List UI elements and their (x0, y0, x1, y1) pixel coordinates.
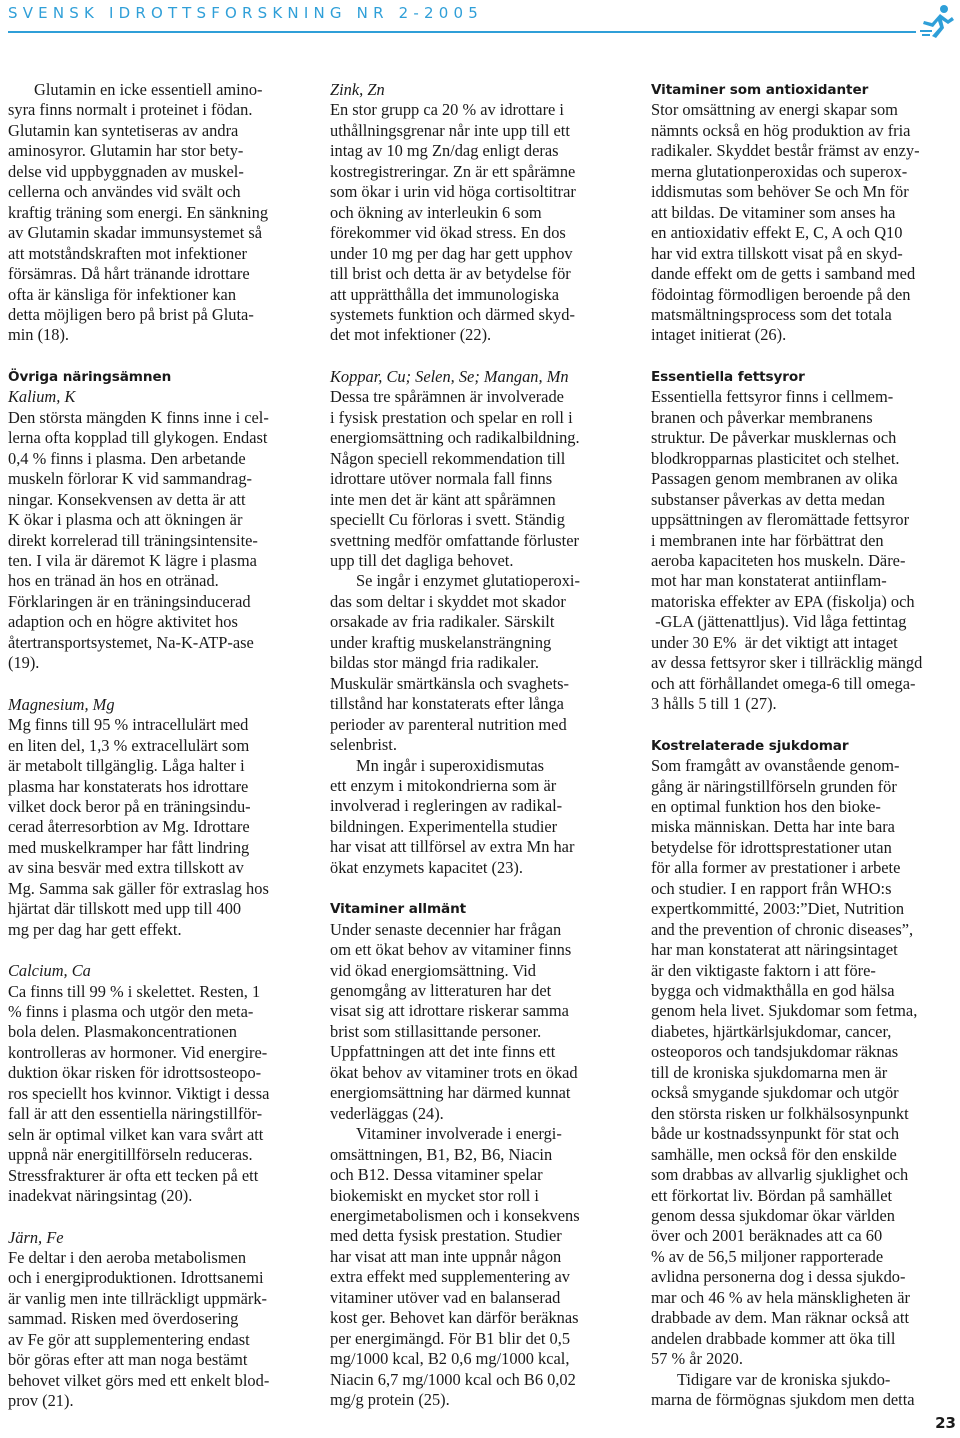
text-line: bola delen. Plasmakoncentrationen (8, 1022, 237, 1042)
text-line: systemets funktion och därmed skyd- (330, 304, 575, 324)
text-line: försämras. Då hårt tränande idrottare (8, 264, 250, 284)
text-line: för alla former av prestationer i arbete (651, 858, 901, 878)
text-line: och B12. Dessa vitaminer spelar (330, 1165, 543, 1185)
text-line: % finns i plasma och utgör den meta- (8, 1002, 254, 1022)
text-line: över och 2001 beräknades att ca 60 (651, 1226, 883, 1246)
text-line: har visat att tillförsel av extra Mn har (330, 837, 575, 857)
text-line: lerna ofta kopplad till glykogen. Endast (8, 428, 268, 448)
text-line: energiomsättning har därmed kunnat (330, 1083, 571, 1103)
text-line: och studier. I en rapport från WHO:s (651, 878, 892, 898)
text-line: speciellt Cu förloras i svett. Ständig (330, 510, 565, 530)
zink-paragraph (330, 100, 623, 345)
text-line: detta möjligen bero på brist på Gluta- (8, 304, 254, 324)
text-line: 57 % år 2020. (651, 1349, 743, 1369)
subheading-calcium: Calcium, Ca (8, 961, 91, 981)
text-line: sammad. Risken med överdosering (8, 1309, 239, 1329)
text-line: Som framgått av ovanstående genom- (651, 756, 900, 776)
kostrelaterade-paragraph-2 (651, 1370, 954, 1411)
text-line: ten. I vila är däremot K lägre i plasma (8, 550, 257, 570)
text-line: en optimal funktion hos den bioke- (651, 796, 881, 816)
journal-title: SVENSK IDROTTSFORSKNING NR 2-2005 (8, 4, 484, 22)
text-line: om ett ökat behov av vitaminer finns (330, 940, 572, 960)
text-line: som drabbas av allvarlig sjuklighet och (651, 1165, 909, 1185)
text-line: både ur kostnadssynpunkt för stat och (651, 1124, 900, 1144)
spacer (330, 346, 623, 367)
text-line: under 30 E% är det viktigt att intaget (651, 632, 898, 652)
header-rule (8, 31, 916, 33)
text-line: selenbrist. (330, 735, 397, 755)
text-line: omsättningen, B1, B2, B6, Niacin (330, 1144, 553, 1164)
text-line: betydelse för idrottsprestationer utan (651, 837, 892, 857)
text-line: Någon speciell rekommendation till (330, 448, 566, 468)
text-line: vitaminer utöver vad en balanserad (330, 1287, 561, 1307)
subheading-koppar: Koppar, Cu; Selen, Se; Mangan, Mn (330, 366, 569, 386)
text-line: är vanlig men inte tillräckligt uppmärk- (8, 1288, 267, 1308)
text-line: i fysisk prestation och spelar en roll i (330, 407, 573, 427)
text-line: en liten del, 1,3 % extracellulärt som (8, 735, 250, 755)
text-line: gång är näringstillförseln grunden för (651, 776, 897, 796)
heading-ovriga: Övriga näringsämnen (8, 368, 172, 385)
text-line: muskeln förlorar K vid sammandrag- (8, 469, 252, 489)
text-line: adaption och en högre aktivitet hos (8, 612, 238, 632)
glutamin-paragraph (8, 80, 301, 346)
text-line: har vid extra tillskott visat på en skyd- (651, 243, 903, 263)
column-3 (651, 80, 954, 1411)
text-line: mg per dag har gett effekt. (8, 919, 182, 939)
spacer (651, 346, 954, 367)
text-line: involverad i regleringen av radikal- (330, 796, 563, 816)
text-line: dande effekt om de getts i samband med (651, 264, 916, 284)
text-line: mar och 46 % av hela mänskligheten är (651, 1287, 910, 1307)
text-line: miska människan. Detta har inte bara (651, 817, 895, 837)
text-line: inte men det är känt att spårämnen (330, 489, 556, 509)
text-line: -GLA (jättenattljus). Vid låga fettintag (651, 612, 907, 632)
text-line: ökat enzymets kapacitet (23). (330, 857, 523, 877)
text-line: tillstånd har konstaterats efter långa (330, 694, 564, 714)
subheading-magnesium: Magnesium, Mg (8, 694, 115, 714)
text-line: branen och påverkar membranens (651, 407, 873, 427)
text-line: andelen drabbade kommer att öka till (651, 1328, 896, 1348)
fettsyror-paragraph (651, 387, 954, 714)
text-line: också smygande sjukdomar och utgör (651, 1083, 899, 1103)
text-line: genomgång av litteraturen har det (330, 981, 552, 1001)
text-line: till brist och detta är av betydelse för (330, 264, 571, 284)
text-line: ökat behov av vitaminer trots en ökad (330, 1062, 578, 1082)
text-line: av Glutamin skadar immunsystemet så (8, 223, 263, 243)
text-line: vilket dock beror på en träningsindu- (8, 796, 251, 816)
text-line: syra finns normalt i proteinet i födan. (8, 100, 253, 120)
text-line: uppnå när energitillförseln reduceras. (8, 1145, 253, 1165)
text-line: 3 hålls 5 till 1 (27). (651, 694, 777, 714)
spacer (8, 674, 301, 695)
antioxidanter-paragraph (651, 100, 954, 345)
text-line: ros speciellt hos kvinnor. Viktigt i dessa (8, 1083, 270, 1103)
text-line: har visat att man inte uppnår någon (330, 1246, 562, 1266)
text-line: genom dessa sjukdomar ökar världen (651, 1206, 895, 1226)
text-line: marna de förmögnas sjukdom men detta (651, 1390, 915, 1410)
text-line: Ca finns till 99 % i skelettet. Resten, 1 (8, 981, 261, 1001)
text-line: Essentiella fettsyror finns i cellmem- (651, 387, 894, 407)
text-line: Mg finns till 95 % intracellulärt med (8, 715, 249, 735)
subheading-kalium: Kalium, K (8, 387, 76, 407)
text-line: som ökar i urin vid höga cortisoltitrar (330, 182, 576, 202)
text-line: aeroba kapaciteten hos muskeln. Däre- (651, 550, 906, 570)
spacer (651, 715, 954, 736)
text-line: seln är optimal vilket kan vara svårt att (8, 1124, 264, 1144)
text-line: är metabolt tillgänglig. Låga halter i (8, 756, 245, 776)
text-line: Muskulär smärtkänsla och svaghets- (330, 673, 569, 693)
text-line: det mot infektioner (22). (330, 325, 492, 345)
text-line: under 10 mg per dag har gett upphov (330, 243, 573, 263)
text-line: perioder av parenteral nutrition med (330, 714, 567, 734)
text-line: (19). (8, 653, 40, 673)
text-line: att motståndskraften mot infektioner (8, 243, 247, 263)
text-line: Den största mängden K finns inne i cel- (8, 407, 269, 427)
text-line: i membranen inte har förbättrat den (651, 530, 884, 550)
runner-logo-icon (918, 3, 958, 39)
text-line: diabetes, hjärtkärlsjukdomar, cancer, (651, 1021, 892, 1041)
vitaminer-paragraph-2 (330, 1124, 623, 1410)
text-line: duktion ökar risken för idrottsosteopo- (8, 1063, 262, 1083)
text-line: expertkommitté, 2003:”Diet, Nutrition (651, 899, 905, 919)
text-line: Stor omsättning av energi skapar som (651, 100, 898, 120)
text-line: till de kroniska sjukdomarna men är (651, 1062, 888, 1082)
text-line: direkt korrelerad till träningsintensite- (8, 530, 258, 550)
page-number: 23 (935, 1414, 956, 1432)
text-line: Se ingår i enzymet glutatioperoxi- (356, 571, 580, 591)
text-line: En stor grupp ca 20 % av idrottare i (330, 100, 564, 120)
text-line: % av de 56,5 miljoner rapporterade (651, 1246, 884, 1266)
text-line: Dessa tre spårämnen är involverade (330, 387, 564, 407)
text-line: mg/1000 kcal, B2 0,6 mg/1000 kcal, (330, 1349, 570, 1369)
text-line: Förklaringen är en träningsinducerad (8, 591, 251, 611)
text-line: matsmältningsprocess som det totala (651, 304, 892, 324)
text-line: matoriska effekter av EPA (fiskolja) och (651, 591, 915, 611)
text-line: upp till det dagliga behovet. (330, 550, 514, 570)
kalium-paragraph (8, 408, 301, 674)
column-1 (8, 80, 301, 1412)
text-line: genom hela livet. Sjukdomar som fetma, (651, 1001, 918, 1021)
jarn-paragraph (8, 1248, 301, 1412)
text-line: svettning medför omfattande förluster (330, 530, 579, 550)
text-line: struktur. De påverkar musklernas och (651, 428, 897, 448)
text-line: mg/g protein (25). (330, 1390, 450, 1410)
text-line: behovet vilket görs med ett enkelt blod- (8, 1370, 270, 1390)
text-line: osteoporos och tandsjukdomar räknas (651, 1042, 899, 1062)
text-line: återtransportsystemet, Na-K-ATP-ase (8, 632, 254, 652)
column-2 (330, 80, 623, 1411)
spacer (330, 878, 623, 899)
text-line: med muskelkramper har fått lindring (8, 837, 250, 857)
text-line: och i energiproduktionen. Idrottsanemi (8, 1268, 264, 1288)
text-line: drabbade av dem. Man räknar också att (651, 1308, 910, 1328)
text-line: brist som stillasittande personer. (330, 1021, 542, 1041)
text-line: substanser påverkas av detta medan (651, 489, 885, 509)
text-line: cerad återresorbtion av Mg. Idrottare (8, 817, 250, 837)
text-line: mot har man konstaterat antiinflam- (651, 571, 887, 591)
text-line: uppsättningen av fleromättade fettsyror (651, 510, 910, 530)
text-line: das som deltar i skyddet mot skador (330, 591, 566, 611)
spacer (8, 1207, 301, 1228)
text-line: biokemiskt en mycket stor roll i (330, 1185, 539, 1205)
text-line: avlidna personerna dog i dessa sjukdo- (651, 1267, 906, 1287)
text-line: ett enzym i mitokondrierna som är (330, 775, 557, 795)
text-line: Uppfattningen att det inte finns ett (330, 1042, 556, 1062)
text-line: inadekvat näringsintag (20). (8, 1186, 193, 1206)
text-line: av Fe gör att supplementering endast (8, 1329, 250, 1349)
text-line: bildas stor mängd fria radikaler. (330, 653, 539, 673)
text-line: nämnts också en hög produktion av fria (651, 120, 911, 140)
text-line: energiomsättning och radikalbildning. (330, 428, 580, 448)
text-line: Vitaminer involverade i energi- (356, 1124, 562, 1144)
text-line: Glutamin kan syntetiseras av andra (8, 120, 239, 140)
text-line: K ökar i plasma och att ökningen är (8, 510, 243, 530)
text-line: intag av 10 mg Zn/dag enligt deras (330, 141, 559, 161)
text-line: orsakade av fria radikaler. Särskilt (330, 612, 555, 632)
text-line: och att förhållandet omega-6 till omega- (651, 673, 916, 693)
text-line: under kraftig muskelansträngning (330, 632, 552, 652)
text-line: med detta fysisk prestation. Studier (330, 1226, 562, 1246)
text-line: radikaler. Skyddet består främst av enzy- (651, 141, 920, 161)
subheading-jarn: Järn, Fe (8, 1227, 64, 1247)
heading-kostrelaterade: Kostrelaterade sjukdomar (651, 737, 849, 754)
text-line: Tidigare var de kroniska sjukdo- (677, 1369, 891, 1389)
text-line: Stressfrakturer är ofta ett tecken på ett (8, 1165, 259, 1185)
text-line: kraftig träning som energi. En sänkning (8, 202, 269, 222)
heading-vitaminer: Vitaminer allmänt (330, 901, 467, 918)
heading-fettsyror: Essentiella fettsyror (651, 368, 805, 385)
text-line: plasma har konstaterats hos idrottare (8, 776, 249, 796)
text-line: Mn ingår i superoxidismutas (356, 755, 545, 775)
text-line: visat sig att idrottare riskerar samma (330, 1001, 569, 1021)
text-line: bör göras efter att man noga bestämt (8, 1350, 248, 1370)
text-line: Under senaste decennier har frågan (330, 919, 562, 939)
text-line: per energimängd. För B1 blir det 0,5 (330, 1328, 571, 1348)
text-line: extra effekt med supplementering av (330, 1267, 571, 1287)
spacer (8, 940, 301, 961)
kostrelaterade-paragraph (651, 756, 954, 1370)
text-line: min (18). (8, 325, 70, 345)
calcium-paragraph (8, 982, 301, 1207)
text-line: blodkropparnas plasticitet och stelhet. (651, 448, 900, 468)
text-line: bildningen. Experimentella studier (330, 816, 558, 836)
heading-antioxidanter: Vitaminer som antioxidanter (651, 82, 869, 98)
page-header (0, 0, 960, 44)
text-line: merna glutationperoxidas och superox- (651, 161, 908, 181)
text-line: cellerna och användes vid svält och (8, 182, 241, 202)
mangan-paragraph (330, 756, 623, 879)
text-line: fall är att den essentiella näringstillför- (8, 1104, 263, 1124)
text-line: Glutamin en icke essentiell amino- (34, 80, 263, 99)
text-line: idrottare utöver normala fall finns (330, 469, 553, 489)
text-line: prov (21). (8, 1391, 74, 1411)
text-line: den största risken ur folkhälsosynpunkt (651, 1103, 909, 1123)
text-line: 0,4 % finns i plasma. Den arbetande (8, 448, 246, 468)
text-line: av dessa fettsyror sker i tillräcklig mängd (651, 653, 923, 673)
text-line: samhälle, men också för den enskilde (651, 1144, 897, 1164)
text-line: av sina besvär med extra tillskott av (8, 858, 244, 878)
text-line: vederläggas (24). (330, 1103, 444, 1123)
koppar-paragraph (330, 387, 623, 571)
text-line: iddismutas som behöver Se och Mn för (651, 182, 909, 202)
spacer (8, 346, 301, 367)
magnesium-paragraph (8, 715, 301, 940)
text-line: att bildas. De vitaminer som anses ha (651, 202, 896, 222)
text-line: vid ökad energiomsättning. Vid (330, 960, 537, 980)
text-line: hos en tränad än hos en otränad. (8, 571, 219, 591)
selen-paragraph (330, 571, 623, 755)
text-line: energimetabolismen och i konsekvens (330, 1206, 580, 1226)
text-line: delse vid uppbyggnaden av muskel- (8, 161, 244, 181)
text-line: har man konstaterat att näringsintaget (651, 940, 898, 960)
text-line: födointag förmodligen beroende på den (651, 284, 911, 304)
text-line: aminosyror. Glutamin har stor bety- (8, 141, 244, 161)
text-line: Passagen genom membranen av olika (651, 469, 898, 489)
text-line: bygga och vidmakthålla en god hälsa (651, 981, 895, 1001)
text-line: kost ger. Behovet kan därför beräknas (330, 1308, 579, 1328)
text-line: Fe deltar i den aeroba metabolismen (8, 1248, 247, 1268)
text-line: att upprätthålla det immunologiska (330, 284, 559, 304)
text-line: är den viktigaste faktorn i att före- (651, 960, 876, 980)
text-line: ett förkortat liv. Bördan på samhället (651, 1185, 893, 1205)
text-line: uthållningsgrenar når inte upp till ett (330, 120, 570, 140)
text-line: en antioxidativ effekt E, C, A och Q10 (651, 223, 903, 243)
text-line: förekommer vid ökad stress. En dos (330, 223, 566, 243)
vitaminer-paragraph (330, 920, 623, 1125)
subheading-zink: Zink, Zn (330, 80, 385, 99)
text-line: och ökning av interleukin 6 som (330, 202, 542, 222)
text-line: kostregistreringar. Zn är ett spårämne (330, 161, 576, 181)
text-line: kontrolleras av hormoner. Vid energire- (8, 1042, 268, 1062)
text-line: and the prevention of chronic diseases”, (651, 919, 914, 939)
text-line: hjärtat där tillskott med upp till 400 (8, 899, 242, 919)
text-line: Niacin 6,7 mg/1000 kcal och B6 0,02 (330, 1369, 576, 1389)
text-line: intaget initierat (26). (651, 325, 787, 345)
text-line: ofta är känsliga för infektioner kan (8, 284, 237, 304)
text-line: Mg. Samma sak gäller för extraslag hos (8, 878, 269, 898)
text-line: ningar. Konsekvensen av detta är att (8, 489, 246, 509)
